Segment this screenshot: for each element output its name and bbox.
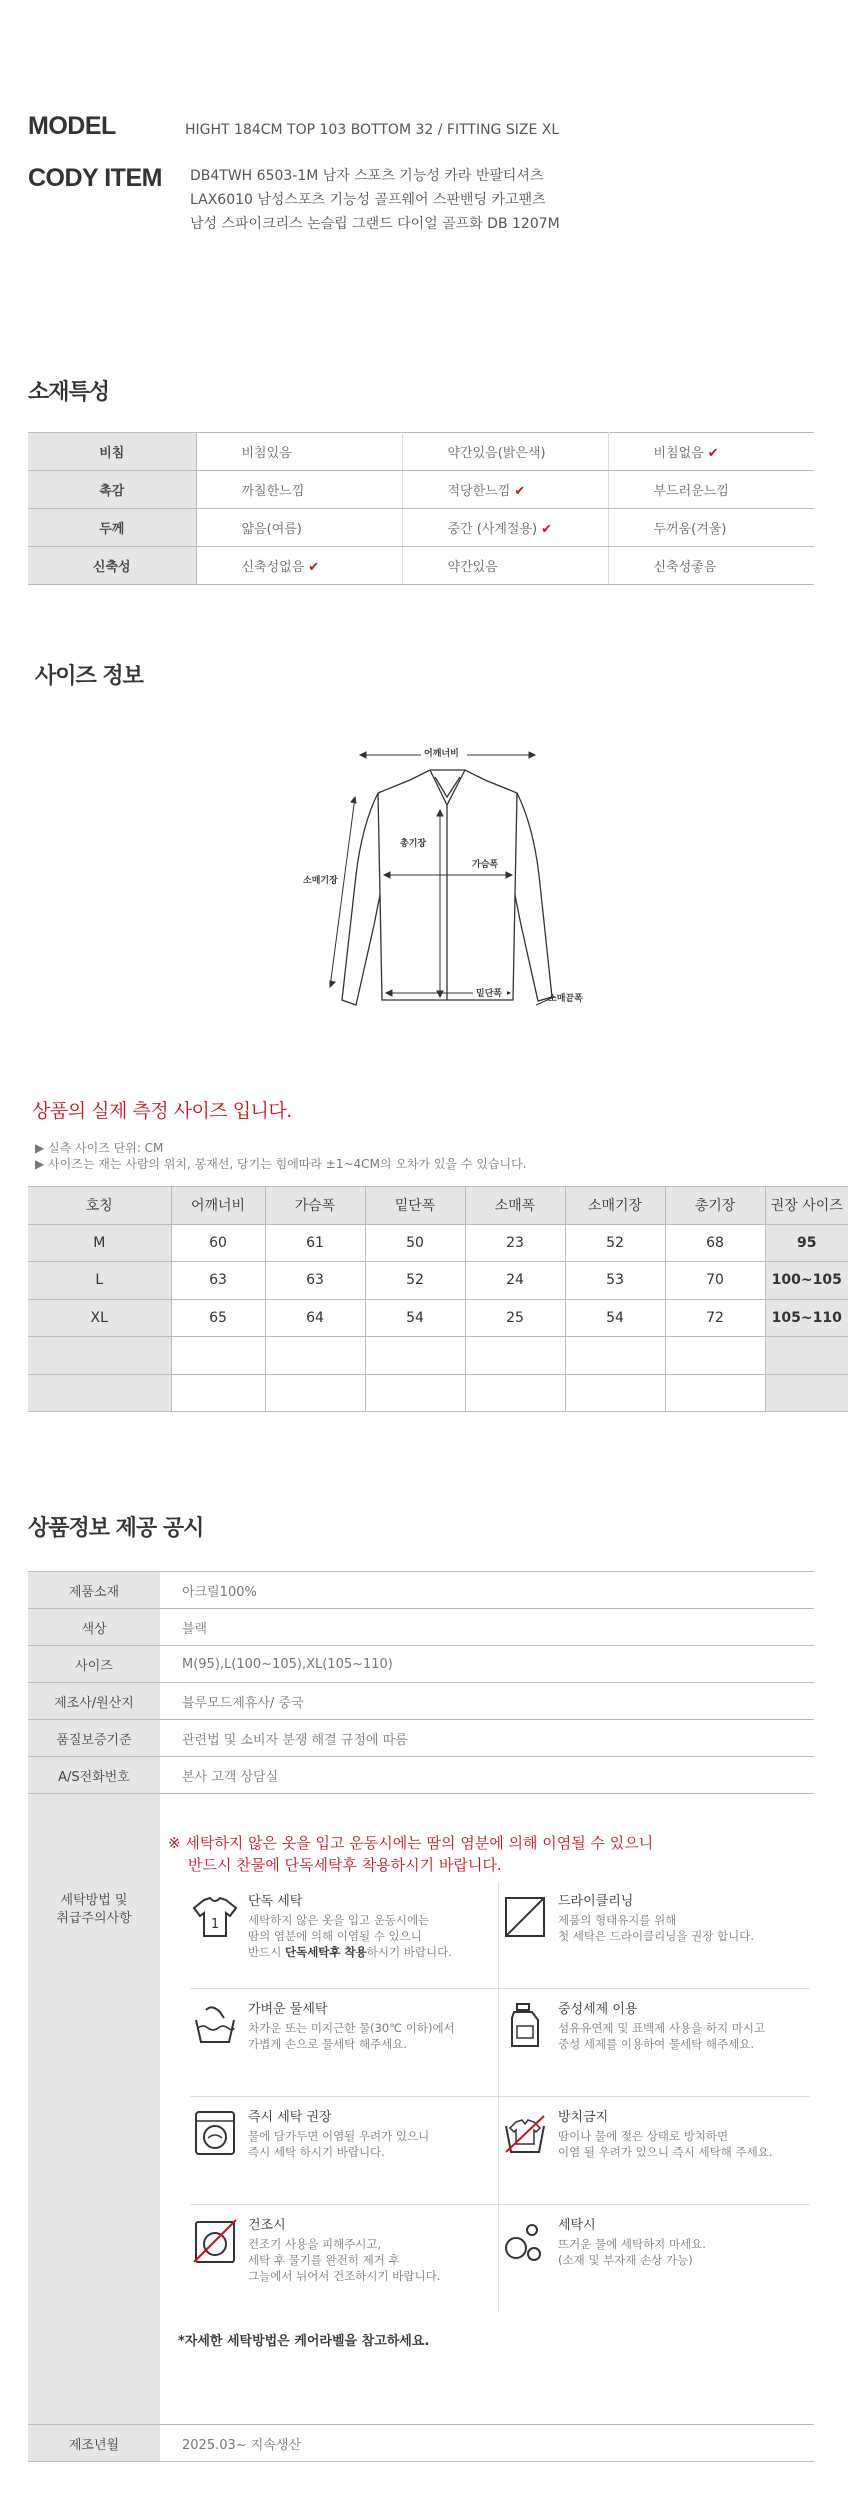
material-option: 약간있음: [402, 547, 608, 585]
material-option: 적당한느낌 ✔: [402, 471, 608, 509]
material-option: 약간있음(밝은색): [402, 433, 608, 471]
product-info-label: 사이즈: [28, 1646, 160, 1683]
wash-warning: ※ 세탁하지 않은 옷을 입고 운동시에는 땀의 염분에 의해 이염될 수 있으니 반드시 찬물에 단독세탁후 착용하시기 바랍니다.: [168, 1834, 654, 1874]
size-table-cell: 25: [465, 1299, 565, 1337]
wash-content: [160, 1794, 814, 2425]
product-info-value: 아크릴100%: [160, 1572, 814, 1609]
material-row-label: 신축성: [28, 547, 196, 585]
wash-item-title: 중성세제 이용: [558, 2002, 638, 2017]
wash-desc-line: 세탁하지 않은 옷을 입고 운동시에는: [248, 1913, 430, 1927]
hand-wash-icon: [190, 2000, 240, 2050]
wash-item: [500, 2214, 800, 2319]
product-info-row: [28, 1609, 814, 1646]
product-info-label: 품질보증기준: [28, 1720, 160, 1757]
check-icon: ✔: [541, 522, 553, 537]
diagram-label-hem: 밑단폭: [476, 989, 503, 999]
wash-item-desc: [248, 2128, 493, 2160]
wash-item-title: 세탁시: [558, 2218, 596, 2233]
material-row-label: 촉감: [28, 471, 196, 509]
wash-desc-line: 세탁 후 물기를 완전히 제거 후: [248, 2253, 400, 2267]
size-table-cell: 72: [665, 1299, 765, 1337]
size-table-cell: 63: [265, 1262, 365, 1300]
size-table-row: [28, 1262, 848, 1300]
wash-item-desc: [558, 2020, 803, 2052]
size-table-cell: [565, 1337, 665, 1375]
product-info-title: 상품정보 제공 공시: [28, 1516, 204, 1541]
size-table-cell: [665, 1374, 765, 1412]
wash-item-title: 가벼운 물세탁: [248, 2002, 328, 2017]
product-info-value: M(95),L(100~105),XL(105~110): [160, 1646, 814, 1683]
measurement-note: 상품의 실제 측정 사이즈 입니다.: [32, 1100, 292, 1122]
wash-item-desc: [248, 1912, 493, 1960]
size-table-cell: [465, 1337, 565, 1375]
wash-item-desc: [248, 2236, 493, 2284]
no-dryer-icon: [190, 2216, 240, 2266]
cody-item: 남성 스파이크리스 논슬립 그랜드 다이얼 골프화 DB 1207M: [190, 216, 560, 232]
wash-item-title: 방치금지: [558, 2110, 609, 2125]
model-label: MODEL: [28, 112, 116, 140]
cody-item: LAX6010 남성스포츠 기능성 골프웨어 스판밴딩 카고팬츠: [190, 192, 546, 208]
material-option: 비침없음 ✔: [608, 433, 814, 471]
size-table-cell: [265, 1374, 365, 1412]
divider: [190, 1988, 810, 1989]
size-table-cell: 65: [171, 1299, 265, 1337]
size-table-cell: [565, 1374, 665, 1412]
size-table-cell: [365, 1374, 465, 1412]
size-table-header: 가슴폭: [265, 1187, 365, 1225]
model-spec: HIGHT 184CM TOP 103 BOTTOM 32 / FITTING SIZE XL: [185, 122, 560, 138]
size-note-tolerance: ▶ 사이즈는 재는 사람의 위치, 봉재선, 당기는 힘에따라 ±1~4CM의 오차가 있을 수 있습니다.: [35, 1157, 527, 1171]
material-row: [28, 509, 814, 547]
wash-item: [500, 1998, 800, 2103]
wash-item: [190, 2214, 490, 2319]
wash-desc-line: 반드시 단독세탁후 착용하시기 바랍니다.: [248, 1945, 452, 1959]
size-table-cell: [765, 1337, 848, 1375]
wash-item-desc: [248, 2020, 493, 2052]
product-info-value: 관련법 및 소비자 분쟁 해결 규정에 따름: [160, 1720, 814, 1757]
wash-item-desc: [558, 1912, 803, 1944]
size-table-row: [28, 1299, 848, 1337]
wash-desc-line: 뜨거운 물에 세탁하지 마세요.: [558, 2237, 706, 2251]
product-info-label: A/S전화번호: [28, 1757, 160, 1794]
material-option: 얇음(여름): [196, 509, 402, 547]
wash-item: [500, 2106, 800, 2211]
wash-desc-line: 첫 세탁은 드라이클리닝을 권장 합니다.: [558, 1929, 755, 1943]
tshirt-icon: [190, 1892, 240, 1942]
size-table-cell: 64: [265, 1299, 365, 1337]
size-table-cell: [365, 1337, 465, 1375]
diagram-label-sleeve: 소매기장: [303, 876, 338, 886]
material-option: 부드러운느낌: [608, 471, 814, 509]
size-table-cell: [28, 1374, 171, 1412]
material-title: 소재특성: [28, 380, 110, 405]
divider: [190, 2204, 810, 2205]
wash-desc-line: 중성 세제를 이용하여 물세탁 해주세요.: [558, 2037, 755, 2051]
bubbles-icon: [500, 2216, 550, 2266]
wash-item-title: 건조시: [248, 2218, 286, 2233]
material-option: 비침있음: [196, 433, 402, 471]
wash-desc-line: 땀의 염분에 의해 이염될 수 있으니: [248, 1929, 422, 1943]
size-table-cell: 95: [765, 1224, 848, 1262]
size-table-cell: L: [28, 1262, 171, 1300]
size-table-header: 권장 사이즈: [765, 1187, 848, 1225]
washing-machine-icon: [190, 2108, 240, 2158]
wash-footer-note: *자세한 세탁방법은 케어라벨을 참고하세요.: [178, 2334, 430, 2349]
size-table-cell: 50: [365, 1224, 465, 1262]
wash-label: 세탁방법 및 취급주의사항: [28, 1794, 160, 2425]
size-table-cell: 68: [665, 1224, 765, 1262]
product-info-value: 블랙: [160, 1609, 814, 1646]
material-row: [28, 471, 814, 509]
wash-desc-line: 이염 될 우려가 있으니 즉시 세탁해 주세요.: [558, 2145, 773, 2159]
size-table-row: [28, 1337, 848, 1375]
material-table: [28, 432, 814, 585]
size-table-cell: [665, 1337, 765, 1375]
material-row: [28, 547, 814, 585]
size-table-cell: 54: [565, 1299, 665, 1337]
size-table-cell: XL: [28, 1299, 171, 1337]
size-table-cell: [28, 1337, 171, 1375]
product-info-label: 제조사/원산지: [28, 1683, 160, 1720]
wash-desc-line: 차가운 또는 미지근한 물(30℃ 이하)에서: [248, 2021, 455, 2035]
wash-desc-line: 제품의 형태유지를 위해: [558, 1913, 677, 1927]
size-table-header: 어깨너비: [171, 1187, 265, 1225]
wash-item: [500, 1890, 800, 1995]
product-info-value: 본사 고객 상담실: [160, 1757, 814, 1794]
product-info-value: 블루모드제휴사/ 중국: [160, 1683, 814, 1720]
product-info-value: 2025.03~ 지속생산: [160, 2425, 814, 2462]
material-row-label: 두께: [28, 509, 196, 547]
divider: [498, 1882, 499, 2312]
size-table-header: 소매기장: [565, 1187, 665, 1225]
size-table-header: 총기장: [665, 1187, 765, 1225]
wash-desc-line: 땀이나 물에 젖은 상태로 방치하면: [558, 2129, 729, 2143]
wash-desc-line: 가볍게 손으로 물세탁 해주세요.: [248, 2037, 408, 2051]
wash-desc-line: 즉시 세탁 하시기 바랍니다.: [248, 2145, 385, 2159]
check-icon: ✔: [308, 560, 320, 575]
dry-clean-icon: [500, 1892, 550, 1942]
material-option: 까칠한느낌: [196, 471, 402, 509]
diagram-label-cuff: 소매끝폭: [548, 994, 583, 1004]
wash-item-title: 단독 세탁: [248, 1894, 303, 1909]
material-row: [28, 433, 814, 471]
cody-item: DB4TWH 6503-1M 남자 스포츠 기능성 카라 반팔티셔츠: [190, 168, 544, 184]
wash-item-title: 드라이클리닝: [558, 1894, 634, 1909]
material-row-label: 비침: [28, 433, 196, 471]
size-table-header: 소매폭: [465, 1187, 565, 1225]
wash-desc-line: 물에 담가두면 이염될 우려가 있으니: [248, 2129, 430, 2143]
product-info-row: [28, 2425, 814, 2462]
size-table-cell: [765, 1374, 848, 1412]
wash-item: [190, 2106, 490, 2211]
cody-label: CODY ITEM: [28, 164, 162, 192]
diagram-label-chest: 가슴폭: [472, 860, 499, 870]
size-diagram: [290, 735, 600, 1020]
material-option: 신축성좋음: [608, 547, 814, 585]
check-icon: ✔: [707, 446, 719, 461]
detergent-icon: [500, 2000, 550, 2050]
wash-desc-line: 그늘에서 뉘어서 건조하시기 바랍니다.: [248, 2269, 441, 2283]
size-table-cell: 70: [665, 1262, 765, 1300]
product-info-row: [28, 1646, 814, 1683]
size-table-cell: 100~105: [765, 1262, 848, 1300]
check-icon: ✔: [514, 484, 526, 499]
size-table-cell: 52: [565, 1224, 665, 1262]
size-table-row: [28, 1374, 848, 1412]
size-table-cell: 61: [265, 1224, 365, 1262]
diagram-label-length: 총기장: [400, 839, 427, 849]
size-table-header: 밑단폭: [365, 1187, 465, 1225]
size-table-cell: M: [28, 1224, 171, 1262]
size-table: [28, 1186, 848, 1412]
product-info-label: 제품소재: [28, 1572, 160, 1609]
material-option: 중간 (사계절용) ✔: [402, 509, 608, 547]
size-notes: [35, 1140, 527, 1172]
size-table-cell: [171, 1337, 265, 1375]
size-table-cell: 60: [171, 1224, 265, 1262]
wash-item-desc: [558, 2236, 803, 2268]
size-table-cell: 52: [365, 1262, 465, 1300]
shirt-outline-icon: [342, 770, 552, 1005]
size-table-row: [28, 1224, 848, 1262]
size-table-cell: [265, 1337, 365, 1375]
cody-items: [190, 164, 560, 236]
product-info-row: [28, 1572, 814, 1609]
wash-item-title: 즉시 세탁 권장: [248, 2110, 332, 2125]
wash-item-desc: [558, 2128, 803, 2160]
wash-desc-line: (소재 및 부자재 손상 가능): [558, 2253, 693, 2267]
size-table-cell: 53: [565, 1262, 665, 1300]
product-info-label: 제조년월: [28, 2425, 160, 2462]
wash-desc-line: 섬유유연제 및 표백제 사용을 하지 마시고: [558, 2021, 766, 2035]
product-info-table: [28, 1571, 814, 2462]
product-info-row: [28, 1683, 814, 1720]
wash-item: [190, 1998, 490, 2103]
size-table-header: 호칭: [28, 1187, 171, 1225]
svg-text:1: 1: [210, 1917, 220, 1932]
material-option: 두꺼움(겨울): [608, 509, 814, 547]
divider: [190, 2096, 810, 2097]
product-info-row: [28, 1720, 814, 1757]
no-leaving-icon: [500, 2108, 550, 2158]
size-table-cell: 23: [465, 1224, 565, 1262]
material-option: 신축성없음 ✔: [196, 547, 402, 585]
size-table-cell: 63: [171, 1262, 265, 1300]
size-table-cell: [171, 1374, 265, 1412]
size-info-title: 사이즈 정보: [35, 664, 143, 689]
size-note-unit: ▶ 실측 사이즈 단위: CM: [35, 1141, 164, 1155]
wash-desc-line: 건조기 사용을 피해주시고,: [248, 2237, 382, 2251]
size-table-cell: [465, 1374, 565, 1412]
wash-item: [190, 1890, 490, 1995]
diagram-label-shoulder: 어깨너비: [424, 749, 459, 759]
size-table-cell: 54: [365, 1299, 465, 1337]
product-info-label: 색상: [28, 1609, 160, 1646]
wash-row: [28, 1794, 814, 2425]
size-table-cell: 105~110: [765, 1299, 848, 1337]
product-info-row: [28, 1757, 814, 1794]
size-table-cell: 24: [465, 1262, 565, 1300]
